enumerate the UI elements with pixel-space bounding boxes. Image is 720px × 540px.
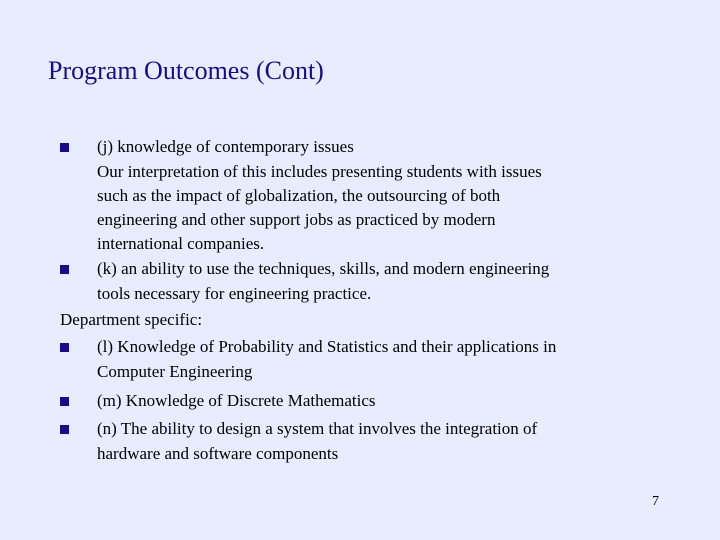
bullet-text-continued: hardware and software components	[97, 444, 339, 463]
slide-title: Program Outcomes (Cont)	[48, 56, 324, 85]
bullet-text: (n) The ability to design a system that involves the integration of	[97, 419, 538, 438]
square-bullet-icon	[60, 265, 69, 274]
interpretation-paragraph	[60, 160, 660, 256]
paragraph-line: engineering and other support jobs as practiced by modern	[97, 210, 496, 229]
bullet-item-j	[60, 134, 660, 160]
bullet-item-m	[60, 388, 660, 414]
square-bullet-icon	[60, 397, 69, 406]
square-bullet-icon	[60, 143, 69, 152]
bullet-text-continued: tools necessary for engineering practice.	[97, 284, 372, 303]
paragraph-line: international companies.	[97, 234, 265, 253]
bullet-item-l	[60, 334, 660, 384]
bullet-item-k	[60, 256, 660, 306]
bullet-text: (k) an ability to use the techniques, skills, and modern engineering	[97, 259, 550, 278]
page-number: 7	[652, 494, 659, 509]
bullet-item-n	[60, 416, 660, 466]
slide-body	[60, 134, 660, 466]
bullet-text-continued: Computer Engineering	[97, 362, 253, 381]
bullet-text: (j) knowledge of contemporary issues	[97, 137, 354, 156]
bullet-text: (m) Knowledge of Discrete Mathematics	[97, 391, 376, 410]
bullet-text: (l) Knowledge of Probability and Statistics and their applications in	[97, 337, 557, 356]
square-bullet-icon	[60, 425, 69, 434]
paragraph-line: Our interpretation of this includes presenting students with issues	[97, 162, 542, 181]
paragraph-line: such as the impact of globalization, the outsourcing of both	[97, 186, 501, 205]
square-bullet-icon	[60, 343, 69, 352]
department-heading: Department specific:	[60, 310, 203, 329]
